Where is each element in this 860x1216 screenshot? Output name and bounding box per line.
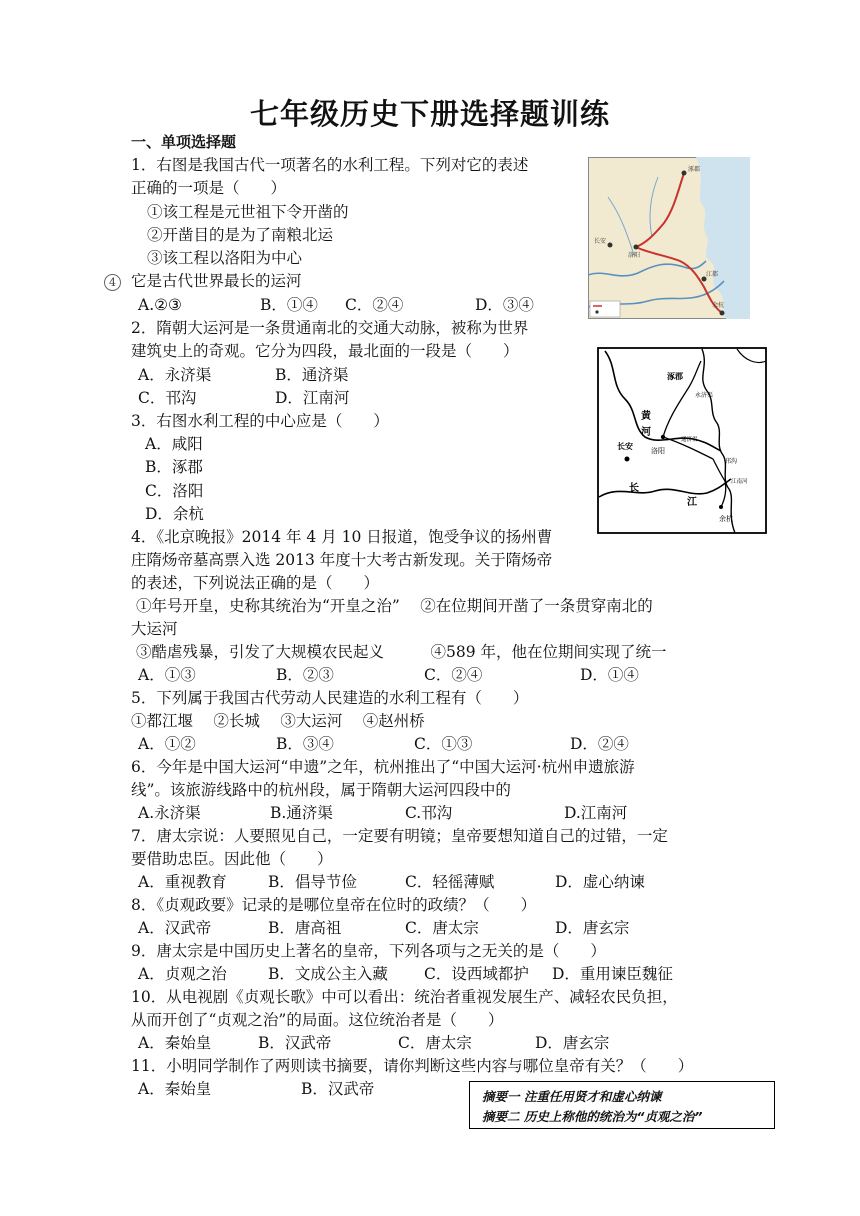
q1-statement-4: 它是古代世界最长的运河 [131, 272, 302, 290]
q1-option-d: D．③④ [475, 296, 534, 314]
q3-stem: 3．右图水利工程的中心应是（ ） [131, 412, 389, 430]
q7-option-d: D．虚心纳谏 [555, 873, 645, 891]
map2-label-jiangnan: 江南河 [731, 479, 748, 485]
q9-option-b: B．文成公主入藏 [268, 965, 388, 983]
q1-option-a: A.②③ [138, 296, 182, 314]
q6-option-b: B.通济渠 [270, 804, 333, 822]
q3-option-d: D．余杭 [145, 505, 204, 523]
q7-option-b: B．倡导节俭 [268, 873, 357, 891]
q10-stem-line2: 从而开创了“贞观之治”的局面。这位统治者是（ ） [131, 1011, 504, 1029]
q4-option-a: A．①③ [138, 666, 196, 684]
q6-option-d: D.江南河 [564, 804, 628, 822]
q4-stem-line3: 的表述，下列说法正确的是（ ） [131, 574, 380, 592]
q8-option-a: A．汉武帝 [138, 919, 212, 937]
q5-option-c: C．①③ [414, 735, 473, 753]
q10-option-d: D．唐玄宗 [535, 1034, 610, 1052]
q5-statements: ①都江堰 ②长城 ③大运河 ④赵州桥 [131, 712, 425, 730]
map1-label-changan: 长安 [594, 238, 607, 245]
map2-label-jiang: 江 [687, 497, 697, 508]
q8-option-c: C．唐太宗 [405, 919, 479, 937]
q4-statement-line3: ③酷虐残暴，引发了大规模农民起义 ④589 年，他在位期间实现了统一 [136, 643, 667, 661]
map2-label-yongji: 永济渠 [695, 392, 714, 399]
q2-option-b: B．通济渠 [275, 366, 349, 384]
map1-label-yuhang: 余杭 [712, 302, 725, 309]
q11-option-b: B．汉武帝 [301, 1080, 375, 1098]
q9-stem: 9．唐太宗是中国历史上著名的皇帝，下列各项与之无关的是（ ） [131, 942, 606, 960]
q10-option-c: C．唐太宗 [398, 1034, 472, 1052]
q8-option-d: D．唐玄宗 [555, 919, 630, 937]
map1-label-luoyang: 洛阳 [628, 252, 641, 259]
q4-statement-line1: ①年号开皇，史称其统治为“开皇之治” ②在位期间开凿了一条贯穿南北的 [136, 597, 653, 615]
q3-option-c: C．洛阳 [145, 482, 204, 500]
q4-statement-line2: 大运河 [131, 620, 178, 638]
q7-option-c: C．轻徭薄赋 [405, 873, 495, 891]
q11-option-a: A．秦始皇 [138, 1080, 212, 1098]
q1-statement-3: ③该工程以洛阳为中心 [147, 249, 303, 267]
q6-option-c: C.邗沟 [405, 804, 453, 822]
q1-option-b: B．①④ [260, 296, 318, 314]
q5-stem: 5．下列属于我国古代劳动人民建造的水利工程有（ ） [131, 689, 529, 707]
summary-line-1: 摘要一 注重任用贤才和虚心纳谏 [482, 1089, 662, 1104]
q8-option-b: B．唐高祖 [268, 919, 342, 937]
section-heading: 一、单项选择题 [131, 133, 237, 151]
grand-canal-color-map [588, 157, 750, 319]
q1-statement-2: ②开凿目的是为了南粮北运 [147, 226, 334, 244]
map2-label-yuhang: 余杭 [719, 515, 733, 523]
q4-option-b: B．②③ [276, 666, 334, 684]
reading-summary-box [469, 1081, 775, 1129]
q7-stem-line1: 7．唐太宗说：人要照见自己，一定要有明镜；皇帝要想知道自己的过错，一定 [131, 827, 668, 845]
page-title: 七年级历史下册选择题训练 [249, 97, 610, 131]
q7-stem-line2: 要借助忠臣。因此他（ ） [131, 850, 333, 868]
q5-option-a: A．①② [138, 735, 196, 753]
q10-option-a: A．秦始皇 [138, 1034, 212, 1052]
q3-option-b: B．涿郡 [145, 458, 203, 476]
q2-option-c: C．邗沟 [138, 389, 197, 407]
q6-stem-line2: 线”。该旅游线路中的杭州段，属于隋朝大运河四段中的 [131, 781, 511, 799]
q1-stem-line1: 1．右图是我国古代一项著名的水利工程。下列对它的表述 [131, 156, 529, 174]
q7-option-a: A．重视教育 [138, 873, 227, 891]
map2-label-chang: 长 [629, 483, 639, 494]
q2-stem-line2: 建筑史上的奇观。它分为四段，最北面的一段是（ ） [131, 342, 519, 360]
map2-label-hangou: 邗沟 [725, 458, 738, 465]
q8-stem: 8．《贞观政要》记录的是哪位皇帝在位时的政绩？（ ） [131, 896, 537, 914]
map2-label-huang: 黄 [641, 411, 651, 422]
summary-line-2: 摘要二 历史上称他的统治为“贞观之治” [482, 1109, 703, 1124]
map2-label-changan: 长安 [617, 441, 633, 451]
q1-statement-1: ①该工程是元世祖下令开凿的 [147, 203, 349, 221]
q9-option-d: D．重用谏臣魏征 [552, 965, 673, 983]
q9-option-a: A．贞观之治 [138, 965, 227, 983]
q4-option-d: D．①④ [580, 666, 639, 684]
q1-stem-line2: 正确的一项是（ ） [131, 179, 287, 197]
q3-option-a: A．咸阳 [145, 435, 203, 453]
grand-canal-line-map [597, 347, 767, 534]
q2-option-a: A．永济渠 [138, 366, 212, 384]
q4-option-c: C．②④ [424, 666, 483, 684]
q10-option-b: B．汉武帝 [258, 1034, 332, 1052]
map1-label-zhuojun: 涿郡 [688, 166, 701, 173]
q2-stem-line1: 2．隋朝大运河是一条贯通南北的交通大动脉，被称为世界 [131, 319, 529, 337]
q9-option-c: C．设西域都护 [424, 965, 529, 983]
q4-stem-line1: 4．《北京晚报》2014 年 4 月 10 日报道，饱受争议的扬州曹 [131, 528, 553, 546]
q1-option-c: C．②④ [345, 296, 404, 314]
q1-statement-4-marker: 4 [104, 274, 121, 291]
map2-label-luoyang: 洛阳 [651, 447, 665, 455]
q5-option-b: B．③④ [276, 735, 334, 753]
q6-stem-line1: 6．今年是中国大运河“申遗”之年，杭州推出了“中国大运河·杭州申遗旅游 [131, 758, 635, 776]
q2-option-d: D．江南河 [275, 389, 350, 407]
q5-option-d: D．②④ [570, 735, 629, 753]
q10-stem-line1: 10．从电视剧《贞观长歌》中可以看出：统治者重视发展生产、减轻农民负担， [131, 988, 678, 1006]
map2-label-tongji: 通济渠 [681, 437, 698, 443]
map1-label-jiangdu: 江都 [706, 271, 719, 278]
q11-stem: 11．小明同学制作了两则读书摘要，请你判断这些内容与哪位皇帝有关？（ ） [131, 1057, 694, 1075]
q4-stem-line2: 庄隋炀帝墓高票入选 2013 年度十大考古新发现。关于隋炀帝 [131, 551, 553, 569]
q6-option-a: A.永济渠 [138, 804, 201, 822]
map1-legend [590, 301, 620, 317]
map2-label-he: 河 [641, 427, 651, 438]
map2-label-zhuojun: 涿郡 [667, 371, 683, 381]
